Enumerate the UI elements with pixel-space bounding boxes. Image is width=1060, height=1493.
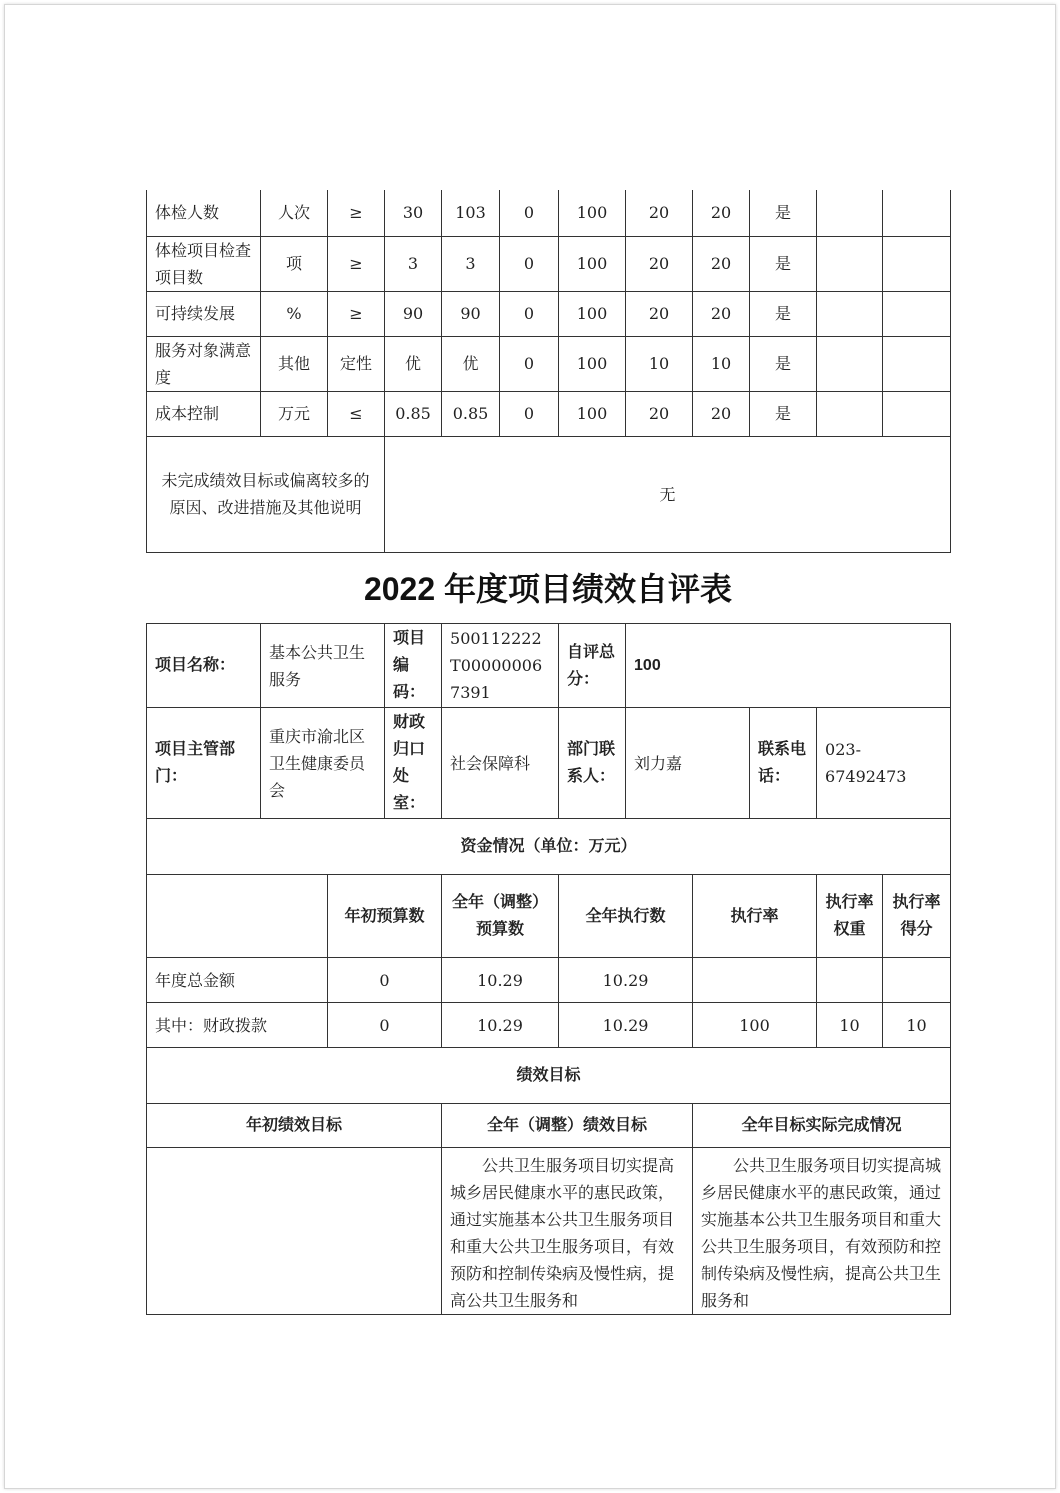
funds-budget: 0 <box>328 1003 442 1048</box>
indicator-row <box>147 391 951 436</box>
indicator-weight: 20 <box>626 236 693 291</box>
project-name: 基本公共卫生服务 <box>261 624 385 708</box>
indicator-target: 0.85 <box>385 391 442 436</box>
indicator-rate: 100 <box>559 236 626 291</box>
indicator-blank <box>883 391 951 436</box>
indicator-score: 20 <box>693 190 750 236</box>
goals-header-row <box>147 1104 951 1148</box>
indicator-row <box>147 190 951 236</box>
indicator-target: 90 <box>385 291 442 336</box>
page-title: 2022 年度项目绩效自评表 <box>363 571 733 607</box>
indicator-blank <box>817 336 883 391</box>
indicator-target: 30 <box>385 190 442 236</box>
funds-header: 全年（调整）预算数 <box>442 875 559 958</box>
funds-header: 年初预算数 <box>328 875 442 958</box>
indicator-unit: 项 <box>261 236 328 291</box>
indicator-blank <box>817 391 883 436</box>
goals-heading: 绩效目标 <box>147 1048 951 1104</box>
total-score: 100 <box>626 624 951 708</box>
indicator-rate: 100 <box>559 291 626 336</box>
indicator-actual: 90 <box>442 291 500 336</box>
performance-indicator-table <box>146 190 951 553</box>
funds-row-label: 其中：财政拨款 <box>147 1003 328 1048</box>
indicator-actual: 优 <box>442 336 500 391</box>
funds-adjusted: 10.29 <box>442 1003 559 1048</box>
indicator-actual: 103 <box>442 190 500 236</box>
indicator-name: 体检项目检查项目数 <box>147 236 261 291</box>
indicator-weight: 20 <box>626 291 693 336</box>
dept-label: 项目主管部门： <box>147 708 261 819</box>
indicator-unit: 其他 <box>261 336 328 391</box>
indicator-actual: 3 <box>442 236 500 291</box>
indicator-name: 体检人数 <box>147 190 261 236</box>
indicator-met: 是 <box>750 291 817 336</box>
goals-content-row <box>147 1148 951 1315</box>
contact: 刘力嘉 <box>626 708 750 819</box>
funds-weight <box>817 958 883 1003</box>
funds-rate <box>693 958 817 1003</box>
funds-header: 执行率得分 <box>883 875 951 958</box>
indicator-met: 是 <box>750 190 817 236</box>
indicator-row <box>147 236 951 291</box>
project-dept-row <box>147 708 951 819</box>
funds-executed: 10.29 <box>559 1003 693 1048</box>
office: 社会保障科 <box>442 708 559 819</box>
goals-heading-row <box>147 1048 951 1104</box>
funds-heading-row <box>147 819 951 875</box>
project-code: 500112222T000000067391 <box>442 624 559 708</box>
indicator-operator: 定性 <box>328 336 385 391</box>
indicator-weight: 10 <box>626 336 693 391</box>
indicator-score: 20 <box>693 236 750 291</box>
indicator-deviation: 0 <box>500 336 559 391</box>
indicator-blank <box>883 190 951 236</box>
funds-header: 执行率 <box>693 875 817 958</box>
indicator-deviation: 0 <box>500 391 559 436</box>
funds-score: 10 <box>883 1003 951 1048</box>
indicator-weight: 20 <box>626 391 693 436</box>
indicator-row <box>147 291 951 336</box>
indicator-unit: 万元 <box>261 391 328 436</box>
indicator-row <box>147 336 951 391</box>
funds-header-row <box>147 875 951 958</box>
indicator-score: 10 <box>693 336 750 391</box>
goals-adjusted-text: 公共卫生服务项目切实提高城乡居民健康水平的惠民政策，通过实施基本公共卫生服务项目和重大公共卫生服务项目，有效预防和控制传染病及慢性病，提高公共卫生服务和 <box>442 1148 693 1315</box>
funds-executed: 10.29 <box>559 958 693 1003</box>
score-label: 自评总分： <box>559 624 626 708</box>
indicator-blank <box>817 236 883 291</box>
goals-col-adjusted: 全年（调整）绩效目标 <box>442 1104 693 1148</box>
indicator-deviation: 0 <box>500 236 559 291</box>
funds-header: 执行率权重 <box>817 875 883 958</box>
indicator-met: 是 <box>750 236 817 291</box>
funds-row-label: 年度总金额 <box>147 958 328 1003</box>
funds-score <box>883 958 951 1003</box>
funds-header: 全年执行数 <box>559 875 693 958</box>
indicator-blank <box>817 190 883 236</box>
funds-header-blank <box>147 875 328 958</box>
indicator-weight: 20 <box>626 190 693 236</box>
indicator-unit: % <box>261 291 328 336</box>
indicator-target: 3 <box>385 236 442 291</box>
indicator-deviation: 0 <box>500 291 559 336</box>
phone: 023-67492473 <box>817 708 951 819</box>
indicator-blank <box>883 336 951 391</box>
funds-budget: 0 <box>328 958 442 1003</box>
funds-adjusted: 10.29 <box>442 958 559 1003</box>
indicator-score: 20 <box>693 291 750 336</box>
office-label: 财政归口处室： <box>385 708 442 819</box>
goals-col-initial: 年初绩效目标 <box>147 1104 442 1148</box>
phone-label: 联系电话： <box>750 708 817 819</box>
dept: 重庆市渝北区卫生健康委员会 <box>261 708 385 819</box>
goals-col-actual: 全年目标实际完成情况 <box>693 1104 951 1148</box>
goals-actual-text: 公共卫生服务项目切实提高城乡居民健康水平的惠民政策，通过实施基本公共卫生服务项目和重大公共卫生服务项目，有效预防和控制传染病及慢性病，提高公共卫生服务和 <box>693 1148 951 1315</box>
funds-rate: 100 <box>693 1003 817 1048</box>
indicator-deviation: 0 <box>500 190 559 236</box>
indicator-met: 是 <box>750 391 817 436</box>
project-info-row <box>147 624 951 708</box>
explanation-label: 未完成绩效目标或偏离较多的原因、改进措施及其他说明 <box>147 436 385 552</box>
indicator-name: 服务对象满意度 <box>147 336 261 391</box>
self-evaluation-table <box>146 623 951 1315</box>
contact-label: 部门联系人： <box>559 708 626 819</box>
goals-initial-text <box>147 1148 442 1315</box>
indicator-met: 是 <box>750 336 817 391</box>
indicator-blank <box>883 236 951 291</box>
funds-row <box>147 1003 951 1048</box>
explanation-value: 无 <box>385 436 951 552</box>
project-name-label: 项目名称： <box>147 624 261 708</box>
project-code-label: 项目编码： <box>385 624 442 708</box>
indicator-rate: 100 <box>559 190 626 236</box>
indicator-actual: 0.85 <box>442 391 500 436</box>
funds-heading: 资金情况（单位：万元） <box>147 819 951 875</box>
indicator-rate: 100 <box>559 336 626 391</box>
indicator-operator: ≤ <box>328 391 385 436</box>
indicator-target: 优 <box>385 336 442 391</box>
explanation-row <box>147 436 951 552</box>
funds-weight: 10 <box>817 1003 883 1048</box>
indicator-blank <box>883 291 951 336</box>
indicator-operator: ≥ <box>328 291 385 336</box>
indicator-name: 可持续发展 <box>147 291 261 336</box>
indicator-rate: 100 <box>559 391 626 436</box>
indicator-operator: ≥ <box>328 190 385 236</box>
indicator-blank <box>817 291 883 336</box>
indicator-score: 20 <box>693 391 750 436</box>
indicator-unit: 人次 <box>261 190 328 236</box>
indicator-name: 成本控制 <box>147 391 261 436</box>
funds-row <box>147 958 951 1003</box>
indicator-operator: ≥ <box>328 236 385 291</box>
